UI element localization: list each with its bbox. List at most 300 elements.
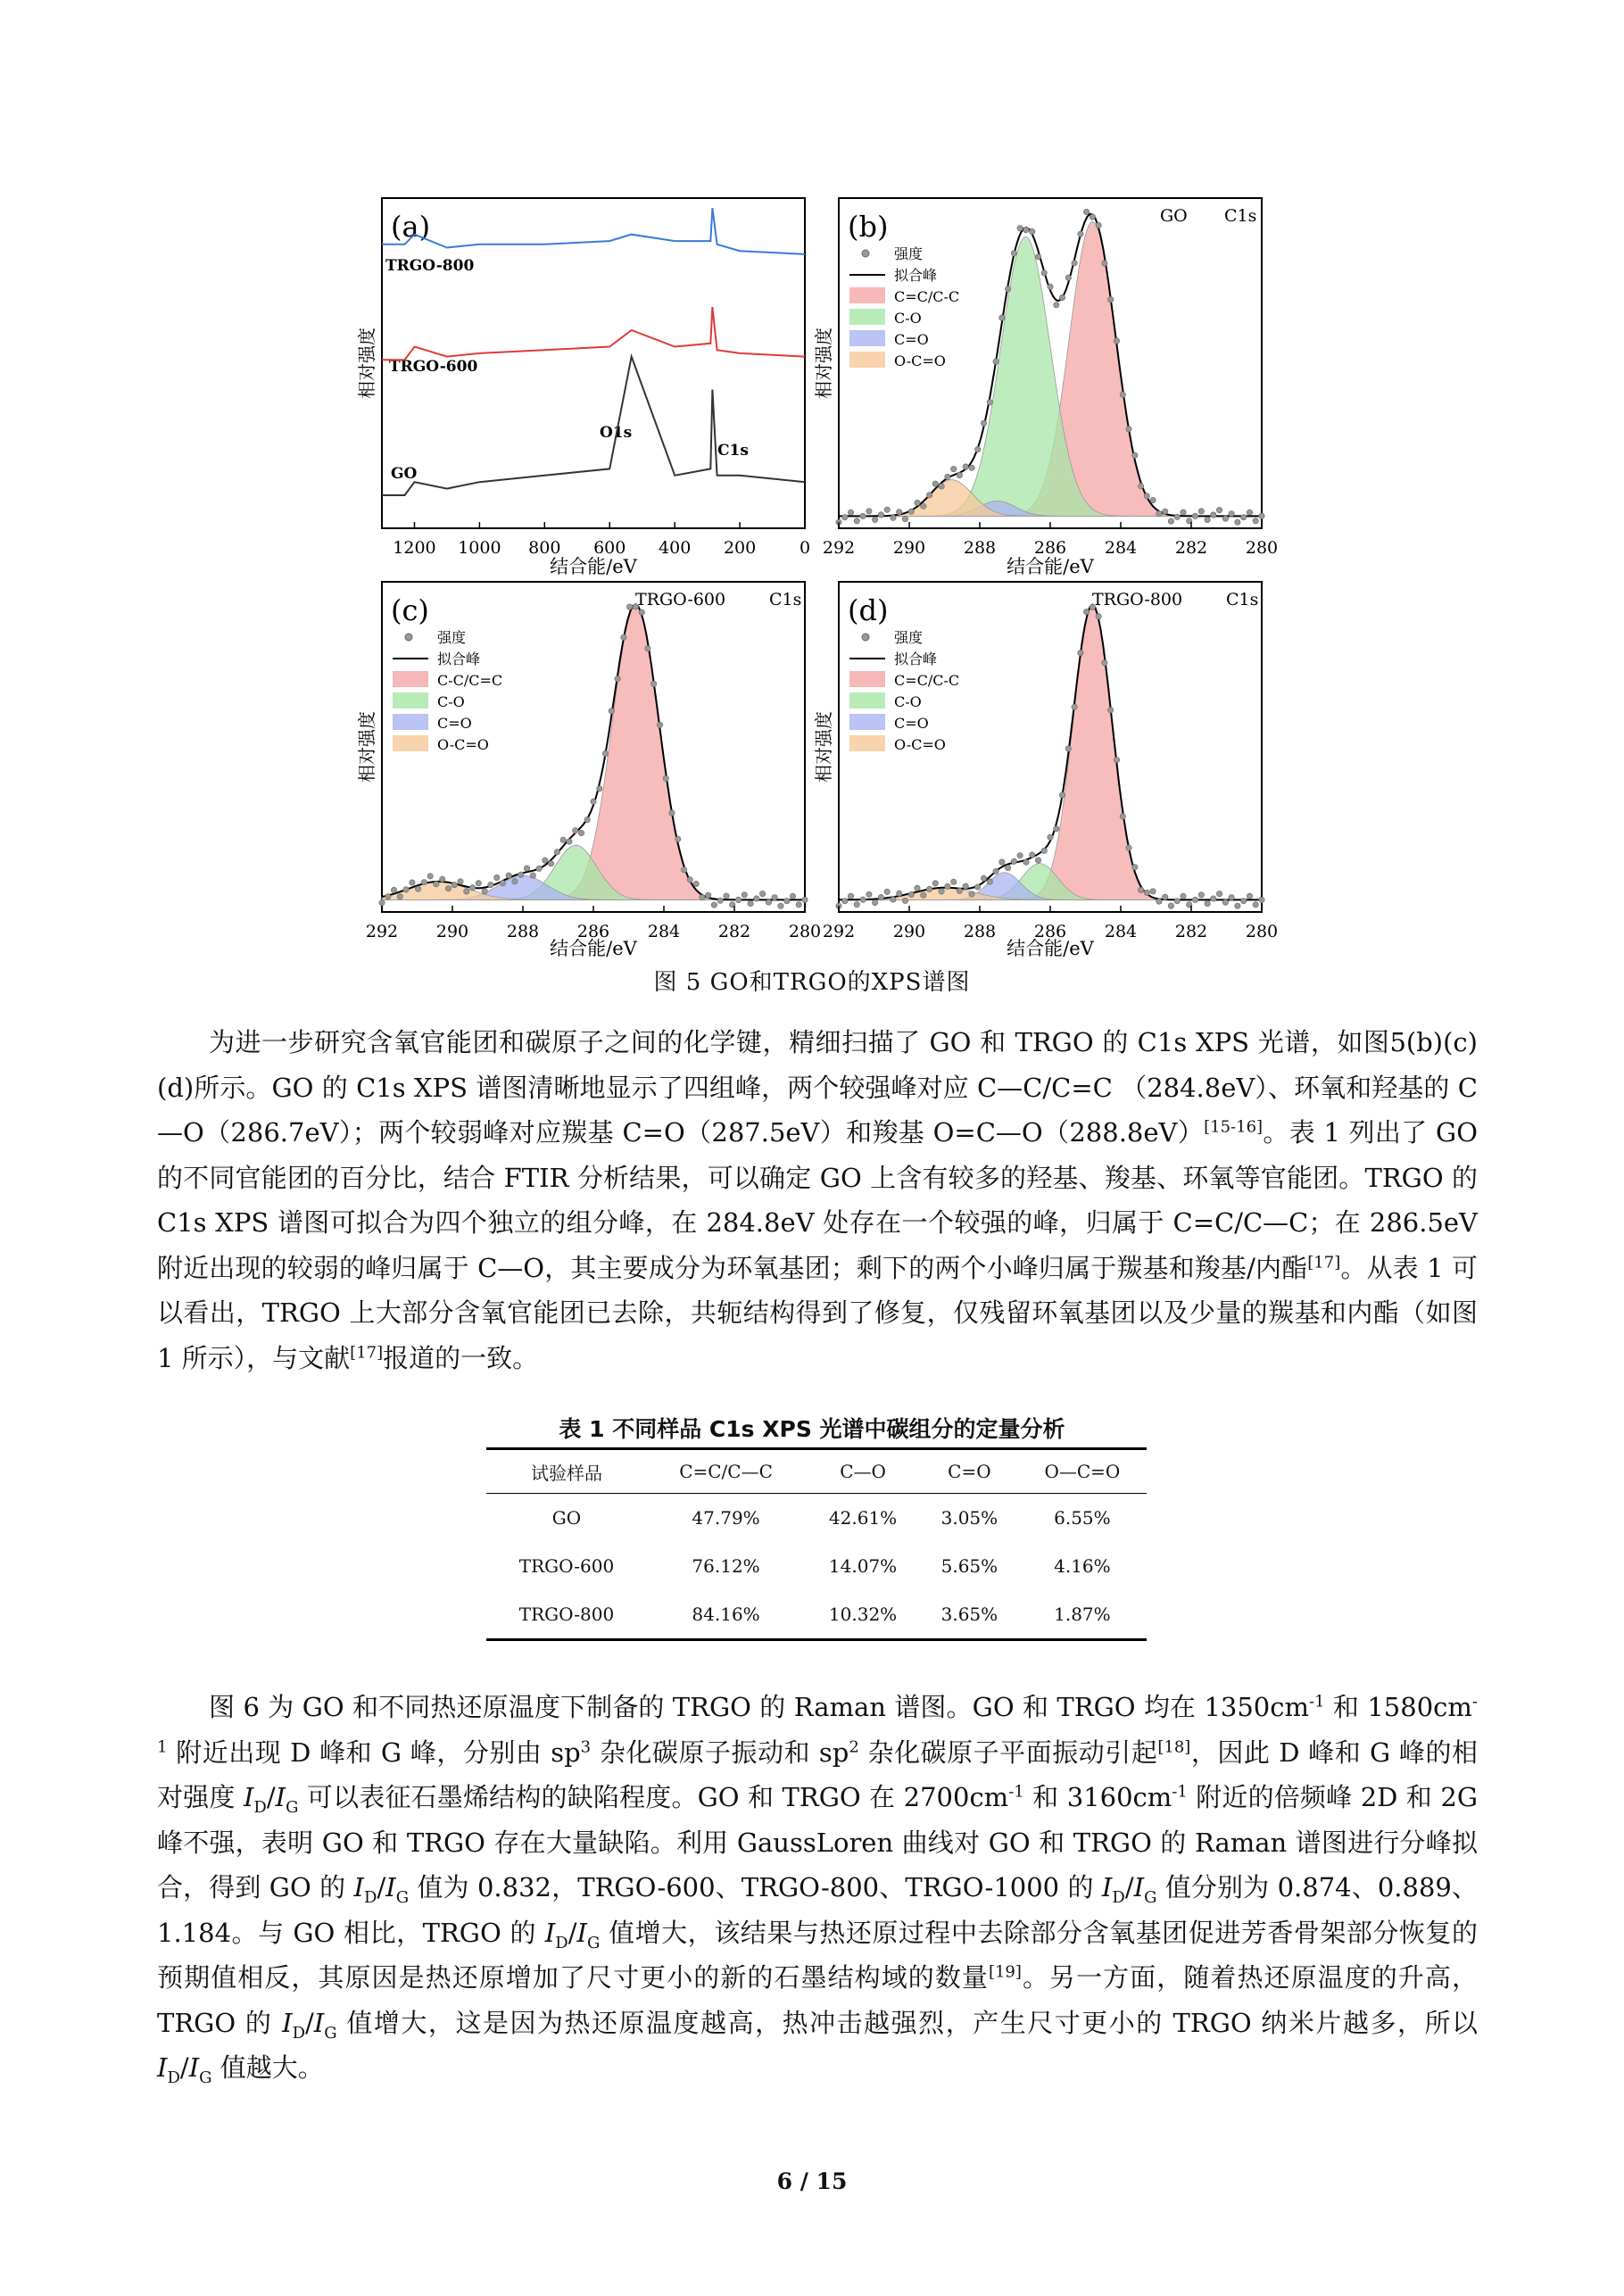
intensity-point bbox=[573, 828, 578, 833]
panel-b bbox=[813, 198, 1278, 577]
panel-b-tag: C1s bbox=[1224, 206, 1257, 226]
intensity-point bbox=[1253, 902, 1258, 908]
intensity-point bbox=[1120, 392, 1125, 397]
intensity-point bbox=[1083, 209, 1089, 214]
panel-d-ylabel: 相对强度 bbox=[813, 711, 834, 783]
table-cell: 42.61% bbox=[828, 1507, 898, 1529]
intensity-point bbox=[748, 900, 753, 906]
intensity-point bbox=[1163, 894, 1168, 899]
label-trgo800: TRGO-800 bbox=[385, 257, 475, 275]
intensity-point bbox=[932, 881, 938, 886]
intensity-point bbox=[932, 481, 938, 486]
intensity-point bbox=[1156, 899, 1162, 904]
intensity-point bbox=[560, 837, 566, 842]
legend-label: C-O bbox=[894, 310, 922, 327]
intensity-point bbox=[1030, 852, 1035, 858]
figure-caption: 图 5 GO和TRGO的XPS谱图 bbox=[653, 969, 971, 996]
x-tick-label: 292 bbox=[822, 922, 856, 941]
intensity-point bbox=[1108, 708, 1114, 713]
intensity-point bbox=[866, 509, 872, 514]
intensity-point bbox=[848, 893, 853, 899]
table-cell: 3.65% bbox=[940, 1604, 998, 1625]
intensity-point bbox=[735, 897, 741, 902]
intensity-point bbox=[1138, 484, 1143, 489]
x-tick-label: 200 bbox=[723, 538, 757, 558]
intensity-point bbox=[1216, 891, 1222, 896]
intensity-point bbox=[548, 861, 553, 866]
intensity-point bbox=[878, 512, 883, 518]
panel-a bbox=[356, 198, 810, 577]
legend-marker-swatch bbox=[849, 352, 885, 368]
table-cell: 6.55% bbox=[1054, 1507, 1111, 1529]
intensity-point bbox=[981, 420, 986, 426]
x-tick-label: 280 bbox=[788, 922, 822, 941]
table-caption: 表 1 不同样品 C1s XPS 光谱中碳组分的定量分析 bbox=[559, 1416, 1065, 1442]
intensity-point bbox=[1005, 865, 1010, 870]
intensity-point bbox=[609, 709, 614, 714]
panel-c-title: TRGO-600 bbox=[635, 590, 726, 609]
intensity-point bbox=[939, 484, 944, 489]
table-cell: TRGO-600 bbox=[518, 1555, 615, 1577]
intensity-point bbox=[975, 884, 981, 890]
table-cell: 1.87% bbox=[1054, 1604, 1111, 1625]
intensity-point bbox=[778, 903, 783, 908]
intensity-point bbox=[902, 898, 907, 903]
intensity-point bbox=[1241, 515, 1247, 520]
intensity-point bbox=[848, 510, 853, 515]
intensity-point bbox=[993, 359, 998, 364]
intensity-point bbox=[897, 891, 902, 896]
intensity-point bbox=[981, 875, 986, 881]
intensity-point bbox=[784, 899, 790, 904]
x-tick-label: 280 bbox=[1245, 922, 1279, 941]
intensity-point bbox=[1072, 704, 1077, 709]
intensity-point bbox=[772, 895, 777, 900]
intensity-point bbox=[1023, 859, 1029, 865]
intensity-point bbox=[891, 515, 896, 520]
intensity-point bbox=[1096, 614, 1101, 619]
intensity-point bbox=[1144, 890, 1149, 895]
panel-a-xlabel: 结合能/eV bbox=[550, 556, 637, 577]
intensity-point bbox=[663, 775, 668, 781]
table-header-cell: 试验样品 bbox=[530, 1462, 602, 1484]
panel-a-ylabel: 相对强度 bbox=[356, 327, 377, 399]
intensity-point bbox=[700, 895, 705, 900]
intensity-point bbox=[1222, 516, 1228, 521]
legend-label: O-C=O bbox=[894, 352, 946, 369]
legend-label: O-C=O bbox=[894, 736, 946, 753]
legend-label: O-C=O bbox=[437, 736, 489, 753]
intensity-point bbox=[908, 891, 914, 897]
intensity-point bbox=[536, 866, 542, 871]
panel-b-label: (b) bbox=[848, 210, 889, 244]
intensity-point bbox=[1247, 510, 1252, 515]
intensity-point bbox=[1048, 834, 1053, 840]
x-tick-label: 286 bbox=[1033, 922, 1067, 941]
intensity-point bbox=[427, 874, 433, 879]
legend-label: C=O bbox=[437, 715, 472, 732]
intensity-point bbox=[1198, 509, 1204, 514]
intensity-point bbox=[397, 894, 402, 899]
intensity-point bbox=[884, 507, 890, 512]
paragraph-xps: 为进一步研究含氧官能团和碳原子之间的化学键，精细扫描了 GO 和 TRGO 的 C1s XPS 光谱，如图5(b)(c)(d)所示。GO 的 C1s XPS 谱图清晰地显示了四组峰，两个较强峰对应 C—C/C=C （284.8eV）、环氧和羟基的 C—O（286.7eV）；两个较弱峰对应羰基 C=O（287.5eV）和羧基 O=C—O（288.8eV）[15-16]。表 1 列出了 GO 的不同官能团的百分比，结合 FTIR 分析结果，可以确定 GO 上含有较多的羟基、羧基、环氧等官能团。TRGO 的 C1s XPS 谱图可拟合为四个独立的组分峰，在 284.8eV 处存在一个较强的峰，归属于 C=C/C—C；在 286.5eV 附近出现的较弱的峰归属于 C—O，其主要成分为环氧基团；剩下的两个小峰归属于羰基和羧基/内酯[17]。从表 1 可以看出，TRGO 上大部分含氧官能团已去除，共轭结构得到了修复，仅残留环氧基团以及少量的羰基和内酯（如图 1 所示），与文献[17]报道的一致。 bbox=[157, 1027, 1479, 1373]
panel-d-title: TRGO-800 bbox=[1092, 590, 1183, 609]
intensity-point bbox=[1041, 270, 1047, 276]
survey-line-trgo-600 bbox=[382, 307, 805, 360]
intensity-point bbox=[1023, 228, 1029, 233]
table-row bbox=[486, 1590, 1147, 1640]
intensity-point bbox=[421, 880, 427, 885]
intensity-point bbox=[796, 902, 801, 908]
intensity-point bbox=[1096, 222, 1101, 228]
intensity-point bbox=[482, 889, 487, 894]
intensity-point bbox=[524, 866, 529, 871]
x-tick-label: 284 bbox=[647, 922, 681, 941]
panel-b-title: GO bbox=[1160, 206, 1188, 226]
intensity-point bbox=[759, 891, 765, 896]
intensity-point bbox=[578, 830, 584, 835]
table-row bbox=[486, 1542, 1147, 1590]
intensity-point bbox=[1259, 513, 1264, 518]
table-cell: 47.79% bbox=[692, 1507, 760, 1529]
intensity-point bbox=[464, 889, 469, 894]
intensity-point bbox=[969, 465, 974, 470]
intensity-point bbox=[687, 877, 692, 883]
intensity-point bbox=[1132, 865, 1138, 870]
intensity-point bbox=[1059, 294, 1065, 300]
intensity-point bbox=[543, 858, 548, 863]
table-header-row bbox=[486, 1449, 1147, 1494]
intensity-point bbox=[1235, 519, 1240, 525]
table-cell: 3.05% bbox=[940, 1507, 998, 1529]
intensity-point bbox=[1229, 895, 1234, 900]
x-tick-label: 0 bbox=[799, 538, 811, 558]
intensity-point bbox=[802, 897, 808, 902]
intensity-point bbox=[1168, 518, 1173, 524]
intensity-point bbox=[584, 817, 590, 823]
intensity-point bbox=[963, 883, 968, 889]
table-header-cell: C—O bbox=[840, 1461, 886, 1482]
intensity-point bbox=[410, 880, 415, 885]
x-tick-label: 292 bbox=[365, 922, 399, 941]
intensity-point bbox=[1163, 509, 1168, 514]
panel-b-ylabel: 相对强度 bbox=[813, 327, 834, 399]
legend-label: C=O bbox=[894, 331, 929, 348]
intensity-point bbox=[854, 901, 859, 907]
legend-marker-swatch bbox=[849, 287, 885, 303]
x-tick-label: 292 bbox=[822, 538, 856, 558]
intensity-point bbox=[1150, 889, 1156, 894]
legend-label: C-C/C=C bbox=[437, 672, 503, 689]
intensity-point bbox=[945, 474, 950, 479]
intensity-point bbox=[790, 893, 795, 899]
intensity-point bbox=[639, 609, 644, 615]
intensity-point bbox=[602, 750, 608, 756]
intensity-point bbox=[440, 876, 445, 882]
intensity-point bbox=[452, 882, 457, 887]
intensity-point bbox=[872, 517, 877, 522]
intensity-point bbox=[926, 886, 932, 891]
legend-marker-swatch bbox=[849, 330, 885, 346]
panel-d-tag: C1s bbox=[1226, 590, 1259, 609]
intensity-point bbox=[908, 509, 914, 514]
intensity-point bbox=[1205, 517, 1210, 522]
x-tick-label: 284 bbox=[1104, 538, 1138, 558]
x-tick-label: 1200 bbox=[393, 538, 436, 558]
x-tick-label: 284 bbox=[1104, 922, 1138, 941]
intensity-point bbox=[957, 472, 962, 477]
intensity-point bbox=[1114, 757, 1119, 762]
intensity-point bbox=[891, 897, 896, 902]
intensity-point bbox=[1102, 660, 1107, 666]
intensity-point bbox=[766, 899, 771, 905]
label-o1s: O1s bbox=[600, 424, 633, 442]
composition-table bbox=[486, 1447, 1147, 1641]
legend-label: 强度 bbox=[894, 629, 924, 646]
intensity-point bbox=[1011, 858, 1016, 864]
x-tick-label: 400 bbox=[659, 538, 692, 558]
intensity-point bbox=[1126, 845, 1131, 850]
intensity-point bbox=[1216, 507, 1222, 512]
table-cell: 14.07% bbox=[828, 1555, 898, 1577]
intensity-point bbox=[1108, 296, 1114, 302]
intensity-point bbox=[1259, 897, 1264, 902]
x-tick-label: 288 bbox=[963, 922, 997, 941]
xps-figure bbox=[0, 0, 1624, 964]
label-go: GO bbox=[391, 465, 418, 483]
intensity-point bbox=[469, 885, 475, 891]
label-c1s: C1s bbox=[717, 442, 749, 460]
intensity-point bbox=[711, 902, 717, 908]
intensity-point bbox=[742, 892, 747, 898]
x-tick-label: 282 bbox=[717, 922, 751, 941]
x-tick-label: 1000 bbox=[458, 538, 501, 558]
intensity-point bbox=[506, 873, 511, 878]
intensity-point bbox=[591, 799, 596, 804]
intensity-point bbox=[445, 886, 451, 891]
intensity-point bbox=[458, 879, 463, 884]
intensity-point bbox=[724, 893, 729, 899]
intensity-point bbox=[1065, 746, 1071, 751]
legend-label: C=C/C-C bbox=[894, 672, 960, 689]
intensity-point bbox=[1059, 792, 1065, 798]
intensity-point bbox=[921, 892, 926, 898]
intensity-point bbox=[1198, 892, 1204, 898]
intensity-point bbox=[1150, 497, 1156, 502]
table-cell: 76.12% bbox=[692, 1555, 760, 1577]
intensity-point bbox=[1054, 303, 1059, 308]
intensity-point bbox=[476, 881, 481, 886]
intensity-point bbox=[626, 604, 632, 609]
intensity-point bbox=[993, 868, 998, 874]
intensity-point bbox=[878, 894, 883, 899]
intensity-point bbox=[1205, 900, 1210, 906]
x-tick-label: 286 bbox=[1033, 538, 1067, 558]
intensity-point bbox=[1241, 899, 1247, 904]
legend-marker-dot bbox=[405, 634, 412, 641]
legend-marker-dot bbox=[862, 634, 869, 641]
legend-label: C=O bbox=[894, 715, 929, 732]
intensity-point bbox=[987, 400, 992, 405]
intensity-point bbox=[957, 888, 962, 893]
intensity-point bbox=[645, 646, 650, 651]
intensity-point bbox=[1017, 853, 1023, 858]
label-trgo600: TRGO-600 bbox=[389, 358, 478, 376]
table-header-cell: O—C=O bbox=[1044, 1461, 1121, 1482]
legend-label: C-O bbox=[894, 693, 922, 710]
paragraph-raman: 图 6 为 GO 和不同热还原温度下制备的 TRGO 的 Raman 谱图。GO 和 TRGO 均在 $1350cm^{-1}$ 和 $1580cm^{-1}$ 附近出现 D 峰和 G 峰，分别由 $sp^3$ 杂化碳原子振动和 $sp^2$ 杂化碳原子平面振动引起[18]，因此 D 峰和 G 峰的相对强度 $I_D/I_G$ 可以表征石墨烯结构的缺陷程度。GO 和 TRGO 在 $2700cm^{-1}$ 和 $3160cm^{-1}$ 附近的倍频峰 2D 和 2G 峰不强，表明 GO 和 TRGO 存在大量缺陷。利用 GaussLoren 曲线对 GO 和 TRGO 的 Raman 谱图进行分峰拟合，得到 GO 的 $I_D/I_G$ 值为 0.832，TRGO-600、TRGO-800、TRGO-1000 的 $I_D/I_G$ 值分别为 0.874、0.889、1.184。与 GO 相比，TRGO 的 $I_D/I_G$ 值增大，该结果与热还原过程中去除部分含氧基团促进芳香骨架部分恢复的预期值相反，其原因是热还原增加了尺寸更小的新的石墨结构域的数量[19]。另一方面，随着热还原温度的升高，TRGO 的 $I_D/I_G$ 值增大，这是因为热还原温度越高，热冲击越强烈，产生尺寸更小的 TRGO 纳米片越多，所以 $I_D/I_G$ 值越大。 bbox=[157, 1692, 1478, 2087]
intensity-point bbox=[385, 894, 391, 899]
x-tick-label: 282 bbox=[1174, 538, 1208, 558]
legend-label: 拟合峰 bbox=[894, 267, 938, 284]
intensity-point bbox=[1181, 893, 1186, 899]
intensity-point bbox=[597, 786, 602, 792]
intensity-point bbox=[1035, 858, 1040, 863]
legend-marker-swatch bbox=[849, 309, 885, 325]
intensity-point bbox=[530, 873, 535, 878]
intensity-point bbox=[1235, 903, 1240, 908]
intensity-point bbox=[434, 882, 439, 887]
intensity-point bbox=[1017, 226, 1023, 231]
survey-line-trgo-800 bbox=[382, 208, 805, 254]
legend-marker-swatch bbox=[849, 692, 885, 709]
table-row bbox=[486, 1494, 1147, 1543]
legend-label: 拟合峰 bbox=[437, 651, 481, 667]
intensity-point bbox=[567, 839, 572, 844]
intensity-point bbox=[391, 887, 396, 892]
intensity-point bbox=[872, 899, 877, 905]
intensity-point bbox=[1083, 609, 1089, 614]
intensity-point bbox=[915, 885, 920, 891]
intensity-point bbox=[939, 889, 944, 894]
intensity-point bbox=[1078, 231, 1083, 236]
intensity-point bbox=[945, 883, 950, 889]
panel-c bbox=[356, 582, 821, 959]
intensity-point bbox=[500, 881, 505, 886]
legend-label: 拟合峰 bbox=[894, 651, 938, 667]
x-tick-label: 290 bbox=[892, 538, 926, 558]
intensity-point bbox=[1011, 251, 1016, 256]
intensity-point bbox=[693, 881, 699, 886]
legend-marker-dot bbox=[862, 250, 869, 257]
intensity-point bbox=[615, 676, 620, 682]
intensity-point bbox=[1174, 514, 1180, 519]
intensity-point bbox=[969, 891, 974, 897]
intensity-point bbox=[1144, 493, 1149, 499]
x-tick-label: 280 bbox=[1245, 538, 1279, 558]
panel-c-label: (c) bbox=[391, 593, 429, 627]
panel-c-tag: C1s bbox=[769, 590, 802, 609]
intensity-point bbox=[915, 500, 920, 505]
table-cell: GO bbox=[551, 1507, 582, 1529]
intensity-point bbox=[1138, 887, 1143, 892]
intensity-point bbox=[1090, 214, 1095, 220]
intensity-point bbox=[860, 897, 866, 902]
intensity-point bbox=[951, 879, 957, 884]
x-tick-label: 286 bbox=[576, 922, 610, 941]
table-cell: 10.32% bbox=[828, 1604, 898, 1625]
intensity-point bbox=[1078, 650, 1083, 655]
intensity-point bbox=[1211, 512, 1216, 518]
intensity-point bbox=[921, 503, 926, 509]
intensity-point bbox=[842, 515, 848, 520]
x-tick-label: 288 bbox=[506, 922, 540, 941]
intensity-point bbox=[681, 867, 686, 873]
intensity-point bbox=[1065, 275, 1071, 280]
x-tick-label: 290 bbox=[892, 922, 926, 941]
table-header-cell: C=C/C—C bbox=[679, 1461, 773, 1482]
x-tick-label: 800 bbox=[528, 538, 561, 558]
intensity-point bbox=[975, 447, 981, 452]
x-tick-label: 282 bbox=[1174, 922, 1208, 941]
intensity-point bbox=[1126, 427, 1131, 432]
legend-label: C=C/C-C bbox=[894, 288, 960, 305]
table-cell: TRGO-800 bbox=[518, 1604, 615, 1625]
survey-line-go bbox=[382, 357, 805, 495]
legend-marker-swatch bbox=[849, 735, 885, 751]
table-header-cell: C=O bbox=[948, 1461, 991, 1482]
intensity-point bbox=[951, 466, 957, 471]
intensity-point bbox=[488, 882, 493, 887]
x-tick-label: 288 bbox=[963, 538, 997, 558]
intensity-point bbox=[415, 886, 420, 891]
intensity-point bbox=[1211, 896, 1216, 901]
intensity-point bbox=[866, 891, 872, 897]
intensity-point bbox=[1102, 261, 1107, 266]
intensity-point bbox=[1168, 903, 1173, 908]
legend-marker-swatch bbox=[393, 671, 428, 687]
intensity-point bbox=[706, 892, 711, 898]
panel-b-xlabel: 结合能/eV bbox=[1007, 556, 1094, 577]
intensity-point bbox=[1156, 511, 1162, 517]
intensity-point bbox=[1072, 261, 1077, 266]
intensity-point bbox=[1048, 284, 1053, 289]
intensity-point bbox=[1114, 338, 1119, 344]
intensity-point bbox=[494, 874, 500, 880]
intensity-point bbox=[1005, 286, 1010, 292]
panel-d-label: (d) bbox=[848, 593, 889, 627]
intensity-point bbox=[1247, 893, 1252, 899]
legend-marker-swatch bbox=[849, 714, 885, 730]
intensity-point bbox=[1120, 814, 1125, 819]
panel-c-ylabel: 相对强度 bbox=[356, 711, 377, 783]
intensity-point bbox=[1174, 899, 1180, 904]
legend-marker-swatch bbox=[393, 714, 428, 730]
intensity-point bbox=[754, 896, 759, 901]
panel-d bbox=[813, 582, 1278, 959]
intensity-point bbox=[1253, 518, 1258, 524]
intensity-point bbox=[884, 889, 890, 894]
page-number: 6 / 15 bbox=[776, 2168, 848, 2194]
intensity-point bbox=[1222, 899, 1228, 905]
intensity-point bbox=[651, 681, 657, 686]
intensity-point bbox=[860, 513, 866, 518]
intensity-point bbox=[963, 464, 968, 469]
intensity-point bbox=[621, 634, 626, 640]
panel-d-xlabel: 结合能/eV bbox=[1007, 938, 1094, 959]
x-tick-label: 290 bbox=[435, 922, 469, 941]
intensity-point bbox=[1132, 452, 1138, 458]
intensity-point bbox=[657, 722, 662, 727]
legend-marker-swatch bbox=[849, 671, 885, 687]
intensity-point bbox=[403, 887, 409, 892]
x-tick-label: 600 bbox=[593, 538, 626, 558]
intensity-point bbox=[902, 516, 907, 521]
panel-c-xlabel: 结合能/eV bbox=[550, 938, 637, 959]
table-cell: 4.16% bbox=[1054, 1555, 1111, 1577]
intensity-point bbox=[1192, 513, 1197, 518]
table-cell: 5.65% bbox=[940, 1555, 998, 1577]
